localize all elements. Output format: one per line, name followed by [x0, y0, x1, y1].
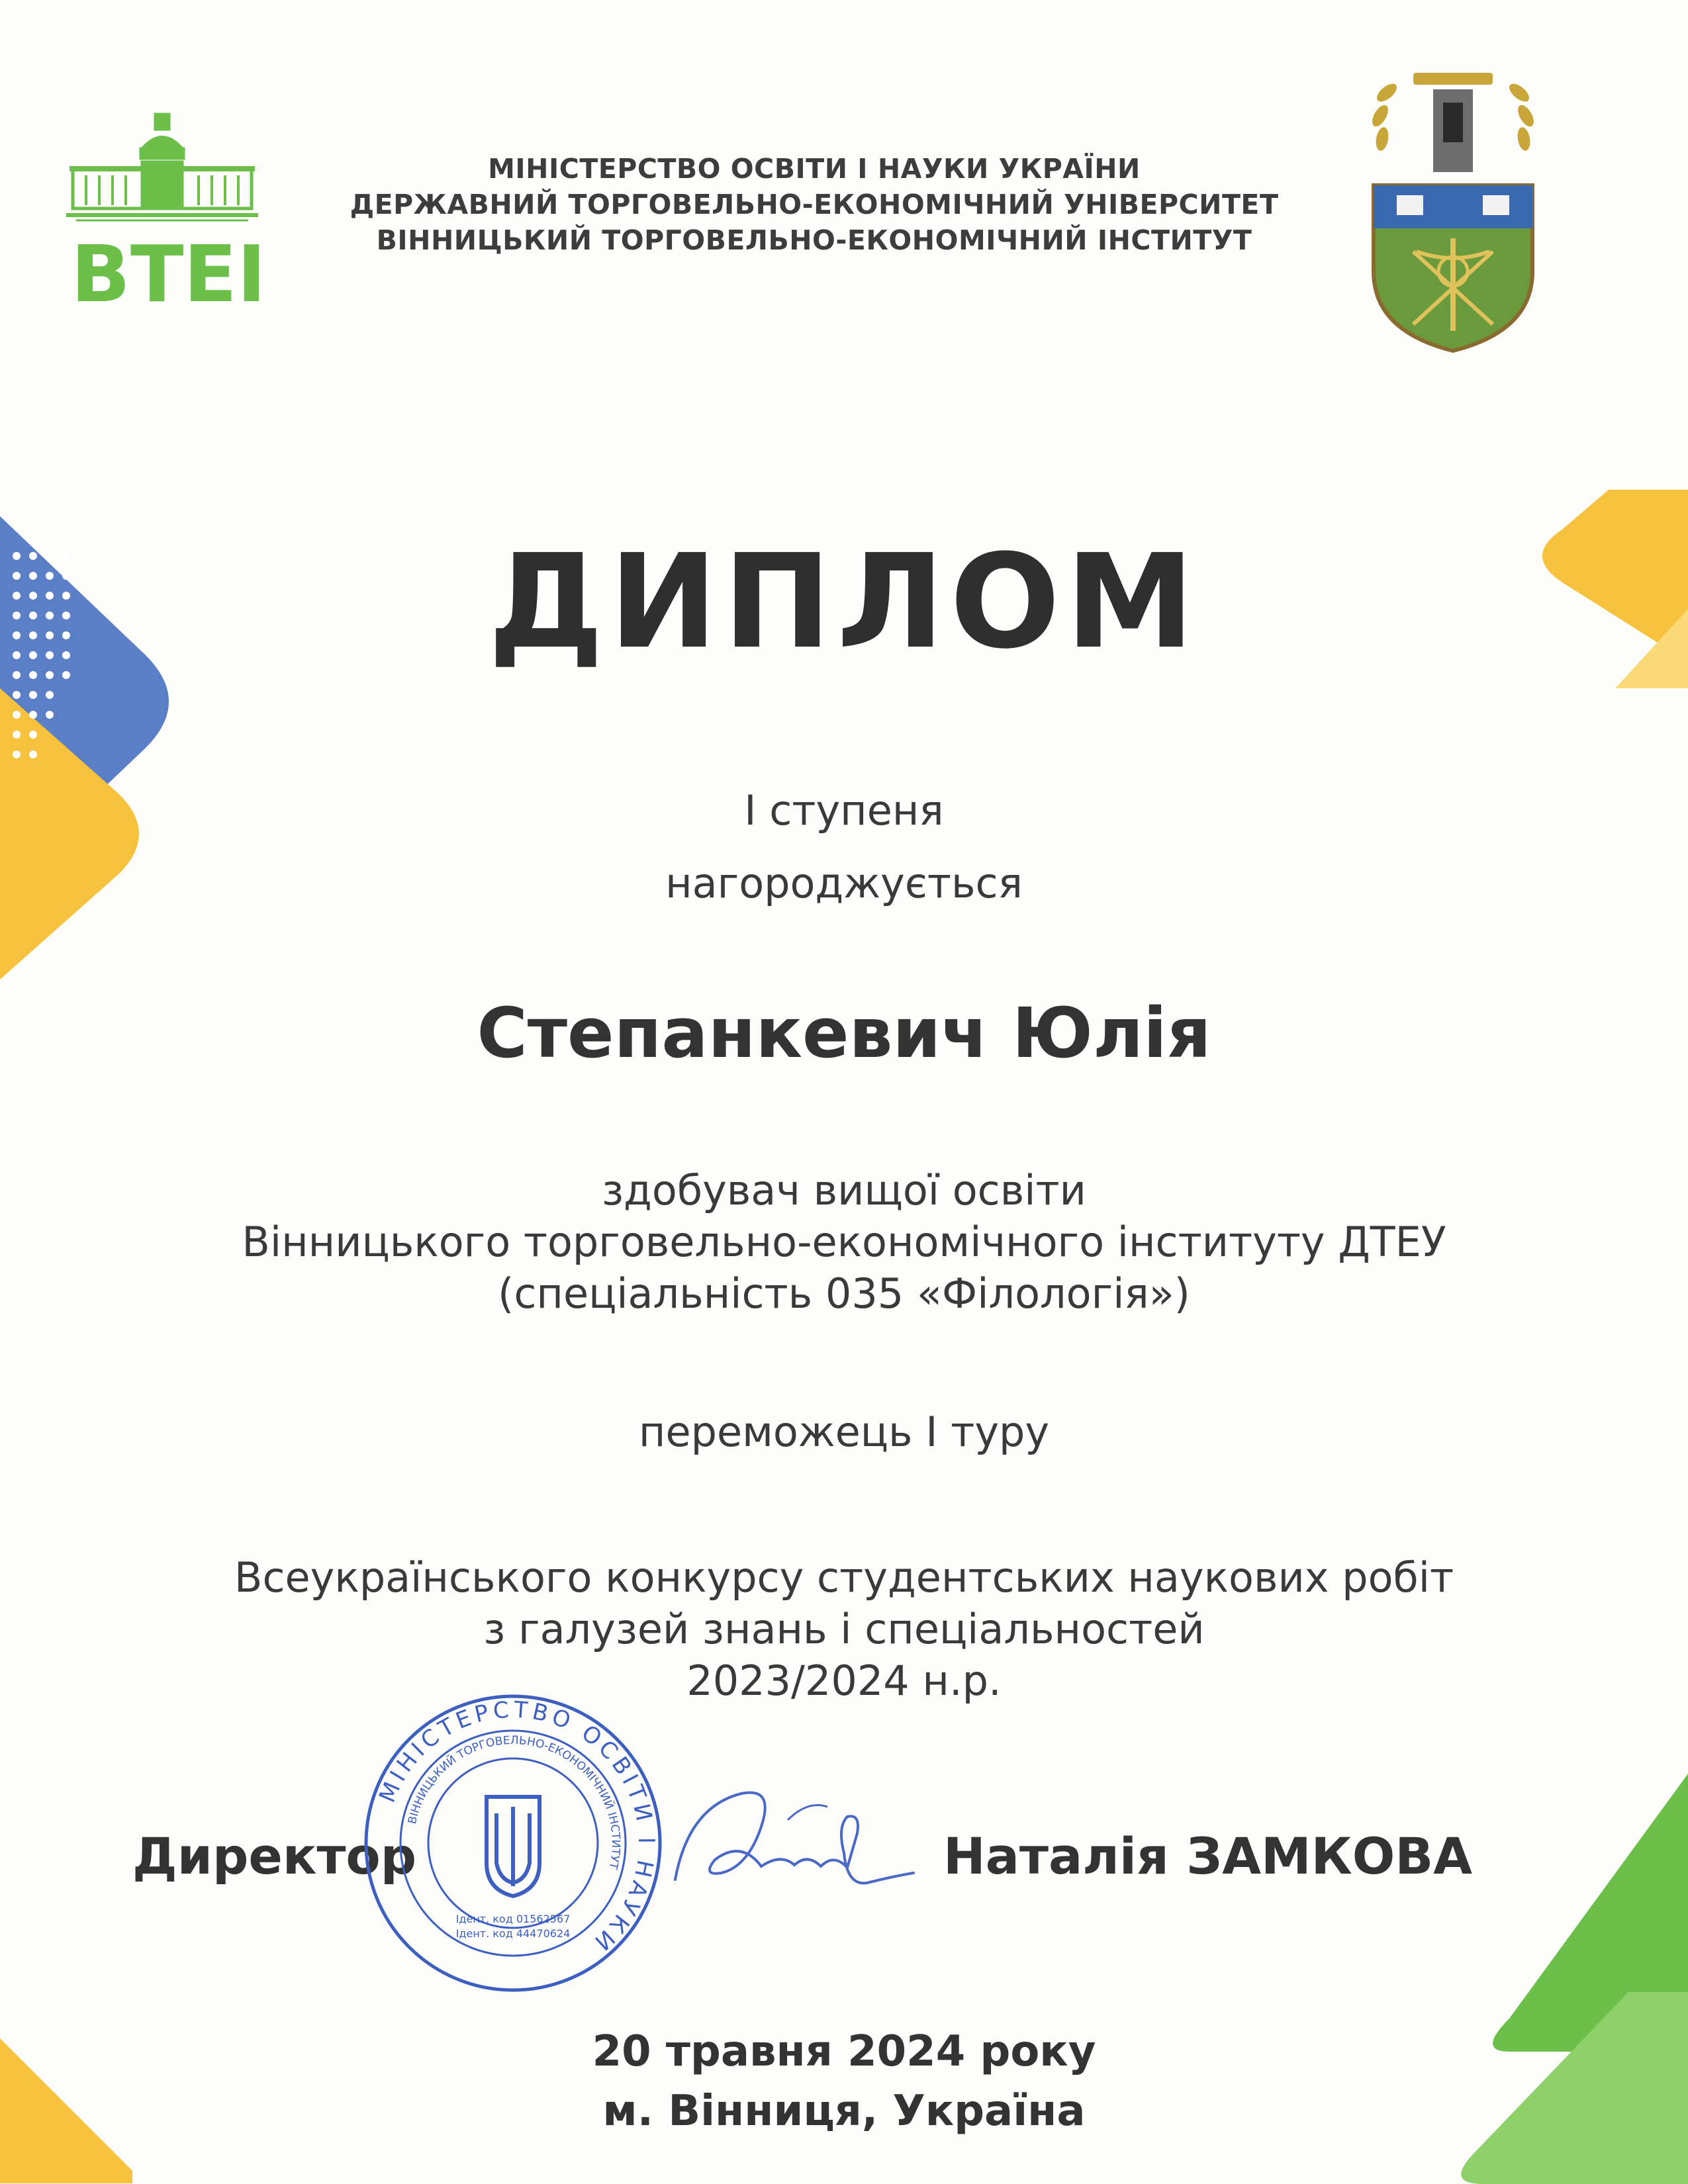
stamp-icon — [361, 1691, 665, 1995]
awarded-label: нагороджується — [665, 859, 1023, 907]
signatory-name: Наталія ЗАМКОВА — [943, 1827, 1473, 1886]
issue-date: 20 травня 2024 року — [592, 2027, 1096, 2076]
stamp-outer-text: МІНІСТЕРСТВО ОСВІТИ І НАУКИ — [374, 1696, 660, 1958]
stamp-code-1: Ідент. код 01562567 — [455, 1913, 571, 1925]
contest-line-1: Всеукраїнського конкурсу студентських наукових робіт — [234, 1553, 1454, 1602]
logo-text: ВТЕІ — [71, 228, 261, 308]
header-institute: ВІННИЦЬКИЙ ТОРГОВЕЛЬНО-ЕКОНОМІЧНИЙ ІНСТИТУТ — [376, 224, 1252, 256]
recipient-name: Степанкевич Юлія — [477, 993, 1211, 1073]
contest-description — [0, 1552, 1688, 1707]
stamp-code-2: Ідент. код 44470624 — [455, 1927, 571, 1940]
institute-logo — [63, 109, 261, 308]
header — [252, 151, 1377, 258]
winner-label: переможець І туру — [638, 1408, 1050, 1456]
header-university: ДЕРЖАВНИЙ ТОРГОВЕЛЬНО-ЕКОНОМІЧНИЙ УНІВЕРСИТЕТ — [350, 189, 1279, 220]
description-line-1: здобувач вищої освіти — [602, 1166, 1086, 1214]
issue-place: м. Вінниця, Україна — [602, 2087, 1086, 2136]
diploma-title: ДИПЛОМ — [488, 527, 1200, 678]
coat-of-arms — [1357, 53, 1549, 357]
footer — [0, 2022, 1688, 2141]
header-ministry: МІНІСТЕРСТВО ОСВІТИ І НАУКИ УКРАЇНИ — [488, 153, 1141, 185]
coat-of-arms-icon — [1357, 53, 1549, 357]
contest-line-3: 2023/2024 н.р. — [686, 1657, 1002, 1705]
building-logo-icon — [63, 109, 261, 308]
signatory-position: Директор — [132, 1827, 417, 1886]
diploma-degree: І ступеня — [744, 786, 944, 835]
description-line-3: (спеціальність 035 «Філологія») — [498, 1269, 1190, 1318]
recipient-description — [0, 1165, 1688, 1320]
description-line-2: Вінницького торговельно-економічного інституту ДТЕУ — [242, 1218, 1446, 1266]
stamp-inner-text: ВІННИЦЬКИЙ ТОРГОВЕЛЬНО-ЕКОНОМІЧНИЙ ІНСТИТУТ — [405, 1733, 623, 1871]
official-stamp — [361, 1691, 665, 1995]
contest-line-2: з галузей знань і спеціальностей — [483, 1605, 1205, 1653]
handwritten-signature — [629, 1754, 920, 1913]
